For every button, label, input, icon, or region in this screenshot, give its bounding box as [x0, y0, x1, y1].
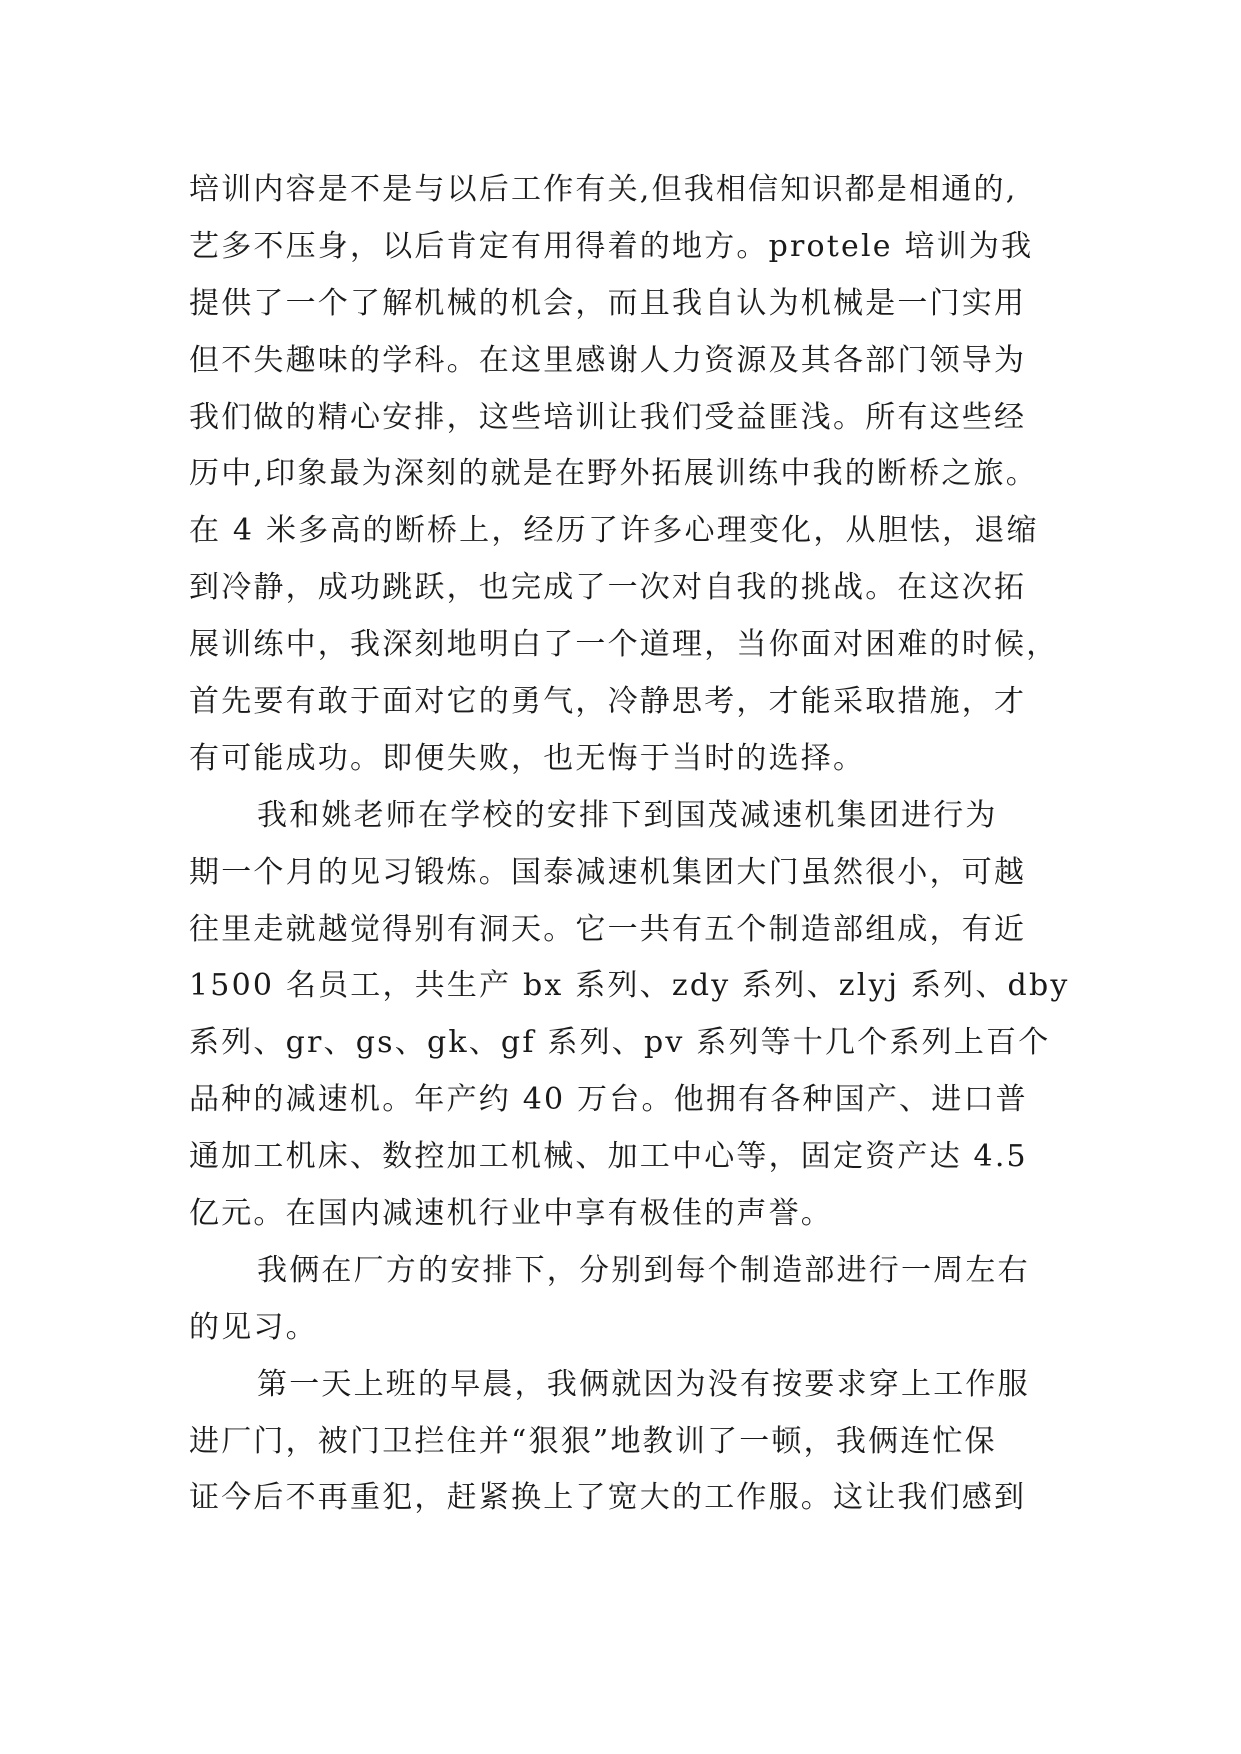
text-line: 进厂门，被门卫拦住并“狠狠”地教训了一顿，我俩连忙保 — [189, 1423, 997, 1459]
text-line: 我们做的精心安排，这些培训让我们受益匪浅。所有这些经 — [189, 399, 1027, 435]
text-line: 往里走就越觉得别有洞天。它一共有五个制造部组成，有近 — [189, 911, 1027, 947]
text-line: 提供了一个了解机械的机会，而且我自认为机械是一门实用 — [189, 285, 1027, 321]
paragraph-start-line: 第一天上班的早晨，我俩就因为没有按要求穿上工作服 — [257, 1366, 1030, 1402]
paragraph-start-line: 我和姚老师在学校的安排下到国茂减速机集团进行为 — [257, 797, 998, 833]
text-line: 品种的减速机。年产约 40 万台。他拥有各种国产、进口普 — [189, 1082, 1028, 1118]
text-line: 历中,印象最为深刻的就是在野外拓展训练中我的断桥之旅。 — [189, 456, 1038, 492]
text-line: 在 4 米多高的断桥上，经历了许多心理变化，从胆怯，退缩 — [189, 513, 1039, 549]
text-line: 有可能成功。即便失败，也无悔于当时的选择。 — [189, 740, 866, 776]
text-line: 证今后不再重犯，赶紧换上了宽大的工作服。这让我们感到 — [189, 1480, 1027, 1516]
text-line: 艺多不压身，以后肯定有用得着的地方。protele 培训为我 — [189, 228, 1034, 264]
text-line: 系列、gr、gs、gk、gf 系列、pv 系列等十几个系列上百个 — [189, 1025, 1051, 1061]
text-line: 但不失趣味的学科。在这里感谢人力资源及其各部门领导为 — [189, 342, 1027, 378]
text-line: 首先要有敢于面对它的勇气，冷静思考，才能采取措施，才 — [189, 684, 1027, 720]
text-line: 的见习。 — [189, 1309, 318, 1345]
text-line: 到冷静，成功跳跃，也完成了一次对自我的挑战。在这次拓 — [189, 570, 1027, 606]
text-line: 亿元。在国内减速机行业中享有极佳的声誉。 — [189, 1196, 833, 1232]
text-line: 1500 名员工，共生产 bx 系列、zdy 系列、zlyj 系列、dby — [189, 968, 1070, 1004]
text-line: 培训内容是不是与以后工作有关,但我相信知识都是相通的, — [189, 172, 1018, 207]
body-text — [189, 162, 1089, 1527]
text-line: 展训练中，我深刻地明白了一个道理，当你面对困难的时候， — [189, 627, 1059, 663]
paragraph-start-line: 我俩在厂方的安排下，分别到每个制造部进行一周左右 — [257, 1252, 1030, 1288]
text-line: 期一个月的见习锻炼。国泰减速机集团大门虽然很小，可越 — [189, 854, 1027, 890]
text-line: 通加工机床、数控加工机械、加工中心等，固定资产达 4.5 — [189, 1139, 1028, 1175]
